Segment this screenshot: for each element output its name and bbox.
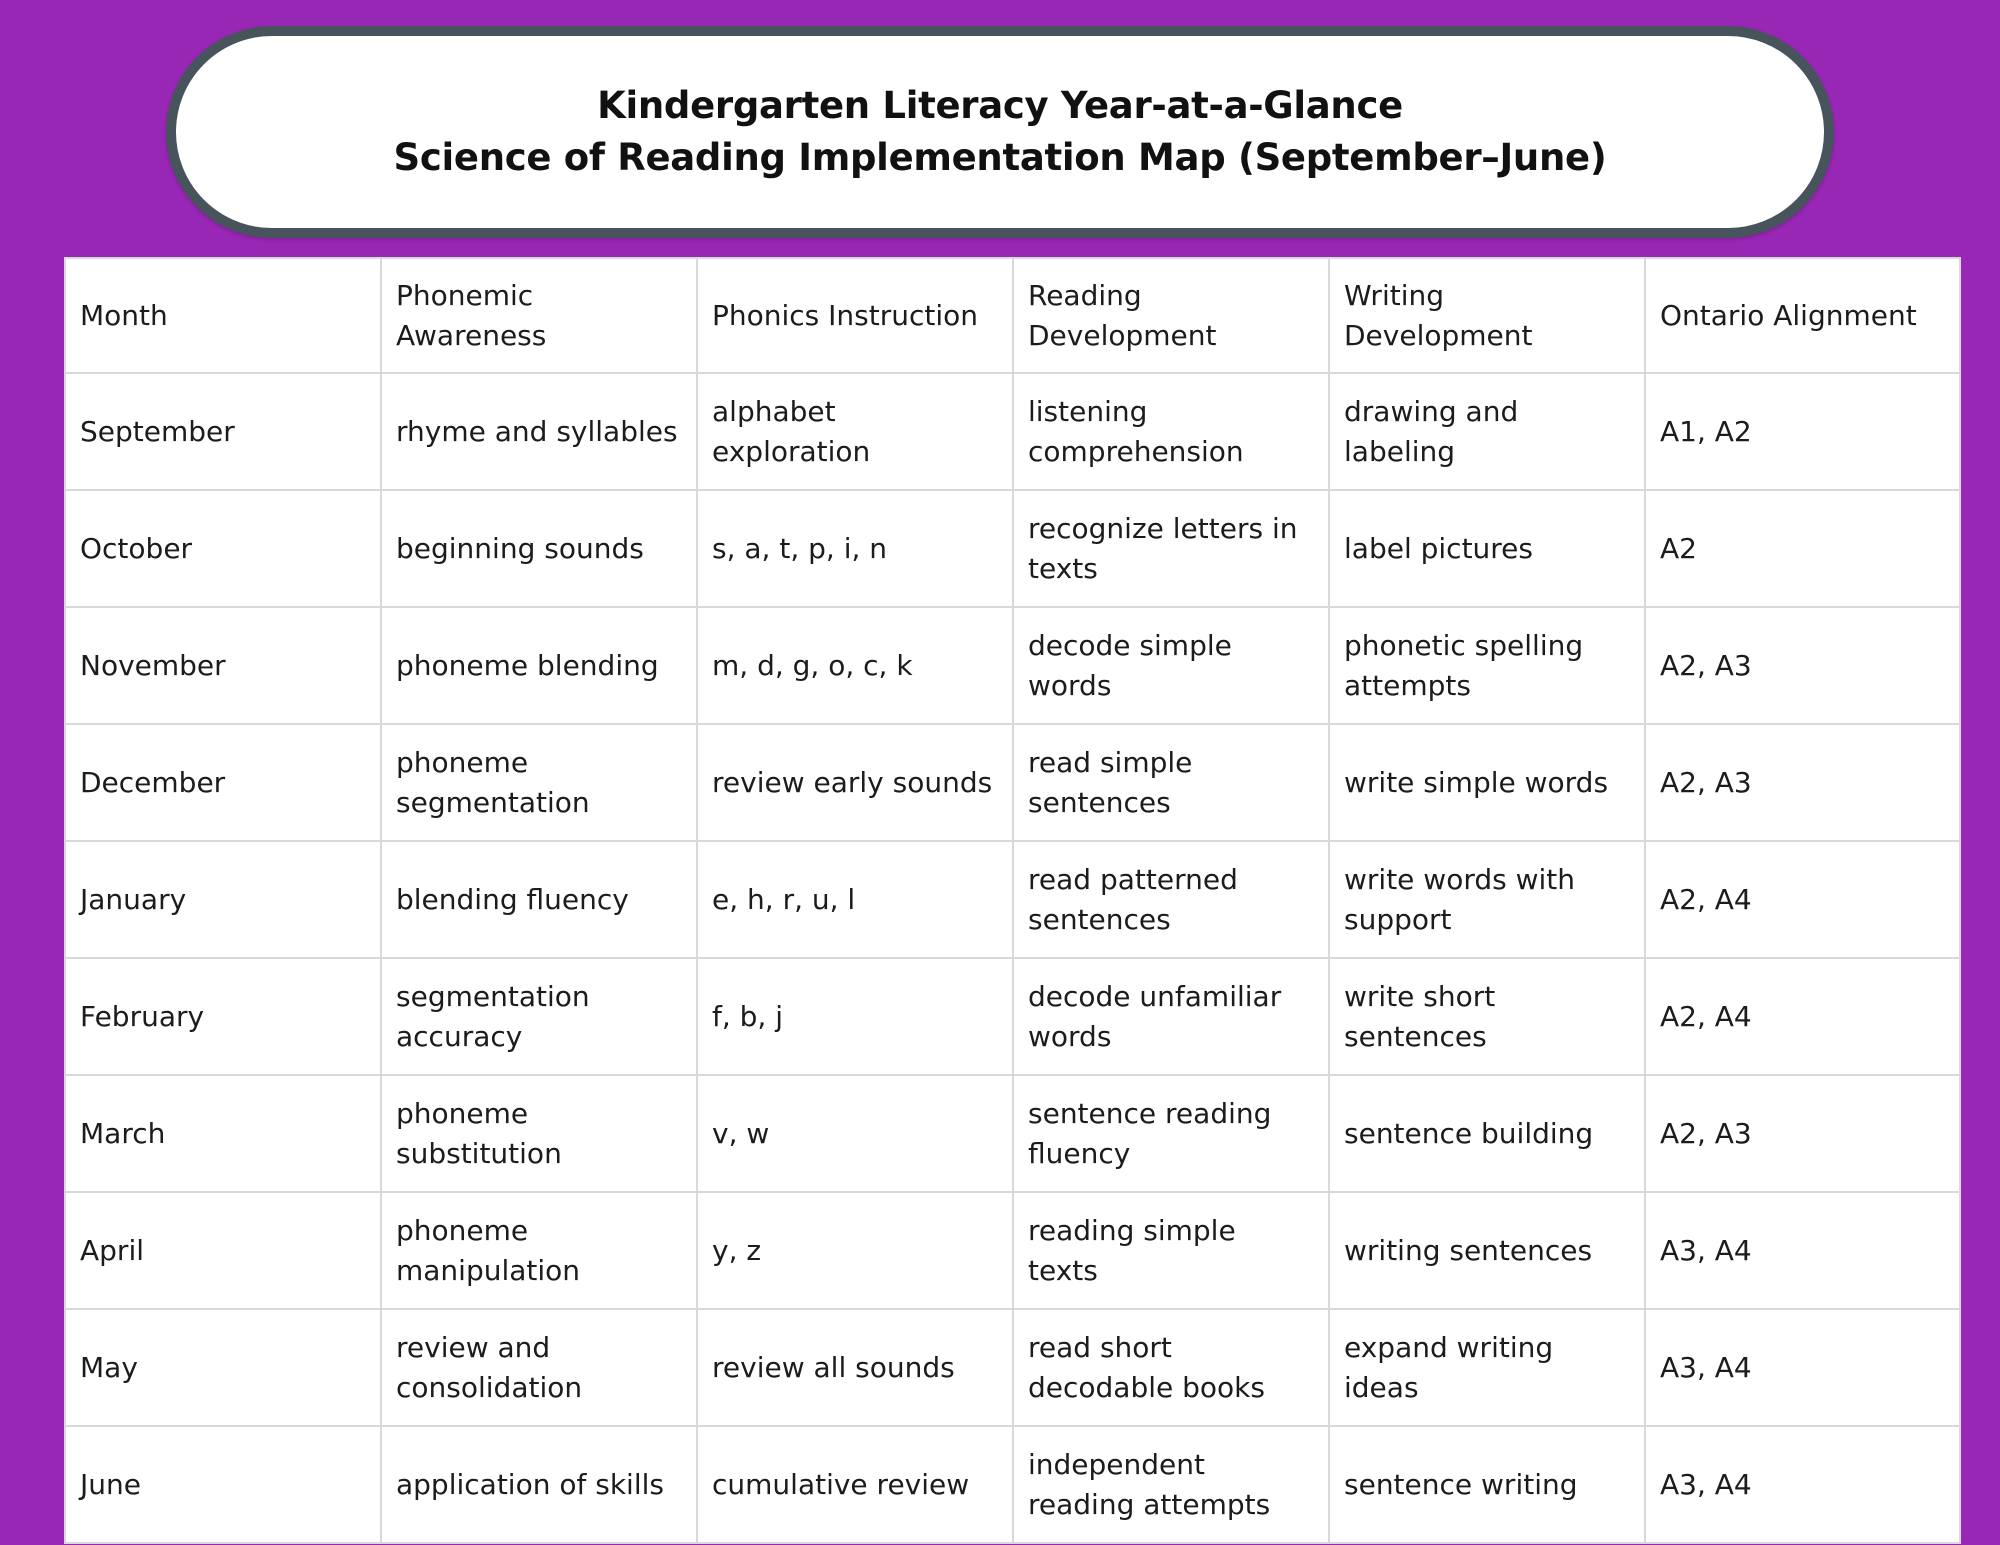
- month-cell: June: [65, 1426, 381, 1543]
- writing-development-cell: sentence writing: [1329, 1426, 1645, 1543]
- writing-development-cell: label pictures: [1329, 490, 1645, 607]
- table-header-row: [65, 258, 1960, 373]
- header-month: Month: [65, 258, 381, 373]
- table-row: [65, 724, 1960, 841]
- month-cell: January: [65, 841, 381, 958]
- month-cell: February: [65, 958, 381, 1075]
- ontario-alignment-cell: A3, A4: [1645, 1309, 1960, 1426]
- ontario-alignment-cell: A3, A4: [1645, 1426, 1960, 1543]
- header-phonics-instruction: Phonics Instruction: [697, 258, 1013, 373]
- table-row: [65, 1426, 1960, 1543]
- writing-development-cell: write simple words: [1329, 724, 1645, 841]
- phonemic-awareness-cell: phoneme segmentation: [381, 724, 697, 841]
- phonemic-awareness-cell: review and consolidation: [381, 1309, 697, 1426]
- month-cell: March: [65, 1075, 381, 1192]
- reading-development-cell: decode simple words: [1013, 607, 1329, 724]
- header-reading-development: Reading Development: [1013, 258, 1329, 373]
- phonics-instruction-cell: m, d, g, o, c, k: [697, 607, 1013, 724]
- ontario-alignment-cell: A2: [1645, 490, 1960, 607]
- title-line-2: Science of Reading Implementation Map (September–June): [393, 136, 1607, 179]
- header-writing-development: Writing Development: [1329, 258, 1645, 373]
- writing-development-cell: expand writing ideas: [1329, 1309, 1645, 1426]
- month-cell: November: [65, 607, 381, 724]
- phonics-instruction-cell: e, h, r, u, l: [697, 841, 1013, 958]
- title-line-1: Kindergarten Literacy Year-at-a-Glance: [597, 84, 1403, 127]
- reading-development-cell: independent reading attempts: [1013, 1426, 1329, 1543]
- phonics-instruction-cell: review all sounds: [697, 1309, 1013, 1426]
- reading-development-cell: sentence reading fluency: [1013, 1075, 1329, 1192]
- phonics-instruction-cell: alphabet exploration: [697, 373, 1013, 490]
- month-cell: October: [65, 490, 381, 607]
- table-row: [65, 1309, 1960, 1426]
- table-row: [65, 1075, 1960, 1192]
- ontario-alignment-cell: A2, A4: [1645, 958, 1960, 1075]
- table-row: [65, 373, 1960, 490]
- ontario-alignment-cell: A2, A3: [1645, 1075, 1960, 1192]
- phonemic-awareness-cell: rhyme and syllables: [381, 373, 697, 490]
- phonics-instruction-cell: s, a, t, p, i, n: [697, 490, 1013, 607]
- phonemic-awareness-cell: segmentation accuracy: [381, 958, 697, 1075]
- reading-development-cell: reading simple texts: [1013, 1192, 1329, 1309]
- reading-development-cell: recognize letters in texts: [1013, 490, 1329, 607]
- writing-development-cell: sentence building: [1329, 1075, 1645, 1192]
- writing-development-cell: phonetic spelling attempts: [1329, 607, 1645, 724]
- reading-development-cell: decode unfamiliar words: [1013, 958, 1329, 1075]
- ontario-alignment-cell: A2, A4: [1645, 841, 1960, 958]
- month-cell: April: [65, 1192, 381, 1309]
- writing-development-cell: write short sentences: [1329, 958, 1645, 1075]
- phonics-instruction-cell: y, z: [697, 1192, 1013, 1309]
- reading-development-cell: read short decodable books: [1013, 1309, 1329, 1426]
- reading-development-cell: read simple sentences: [1013, 724, 1329, 841]
- table-row: [65, 841, 1960, 958]
- header-phonemic-awareness: Phonemic Awareness: [381, 258, 697, 373]
- phonemic-awareness-cell: phoneme blending: [381, 607, 697, 724]
- table-row: [65, 490, 1960, 607]
- phonemic-awareness-cell: phoneme substitution: [381, 1075, 697, 1192]
- table-row: [65, 958, 1960, 1075]
- phonics-instruction-cell: f, b, j: [697, 958, 1013, 1075]
- literacy-map-table: [64, 257, 1961, 1544]
- writing-development-cell: drawing and labeling: [1329, 373, 1645, 490]
- month-cell: May: [65, 1309, 381, 1426]
- ontario-alignment-cell: A2, A3: [1645, 724, 1960, 841]
- phonemic-awareness-cell: phoneme manipulation: [381, 1192, 697, 1309]
- header-ontario-alignment: Ontario Alignment: [1645, 258, 1960, 373]
- phonics-instruction-cell: v, w: [697, 1075, 1013, 1192]
- table-row: [65, 607, 1960, 724]
- title-banner: [166, 26, 1834, 238]
- phonemic-awareness-cell: application of skills: [381, 1426, 697, 1543]
- phonics-instruction-cell: cumulative review: [697, 1426, 1013, 1543]
- phonemic-awareness-cell: blending fluency: [381, 841, 697, 958]
- phonics-instruction-cell: review early sounds: [697, 724, 1013, 841]
- month-cell: December: [65, 724, 381, 841]
- ontario-alignment-cell: A2, A3: [1645, 607, 1960, 724]
- writing-development-cell: writing sentences: [1329, 1192, 1645, 1309]
- reading-development-cell: listening comprehension: [1013, 373, 1329, 490]
- table-row: [65, 1192, 1960, 1309]
- ontario-alignment-cell: A1, A2: [1645, 373, 1960, 490]
- phonemic-awareness-cell: beginning sounds: [381, 490, 697, 607]
- reading-development-cell: read patterned sentences: [1013, 841, 1329, 958]
- ontario-alignment-cell: A3, A4: [1645, 1192, 1960, 1309]
- writing-development-cell: write words with support: [1329, 841, 1645, 958]
- month-cell: September: [65, 373, 381, 490]
